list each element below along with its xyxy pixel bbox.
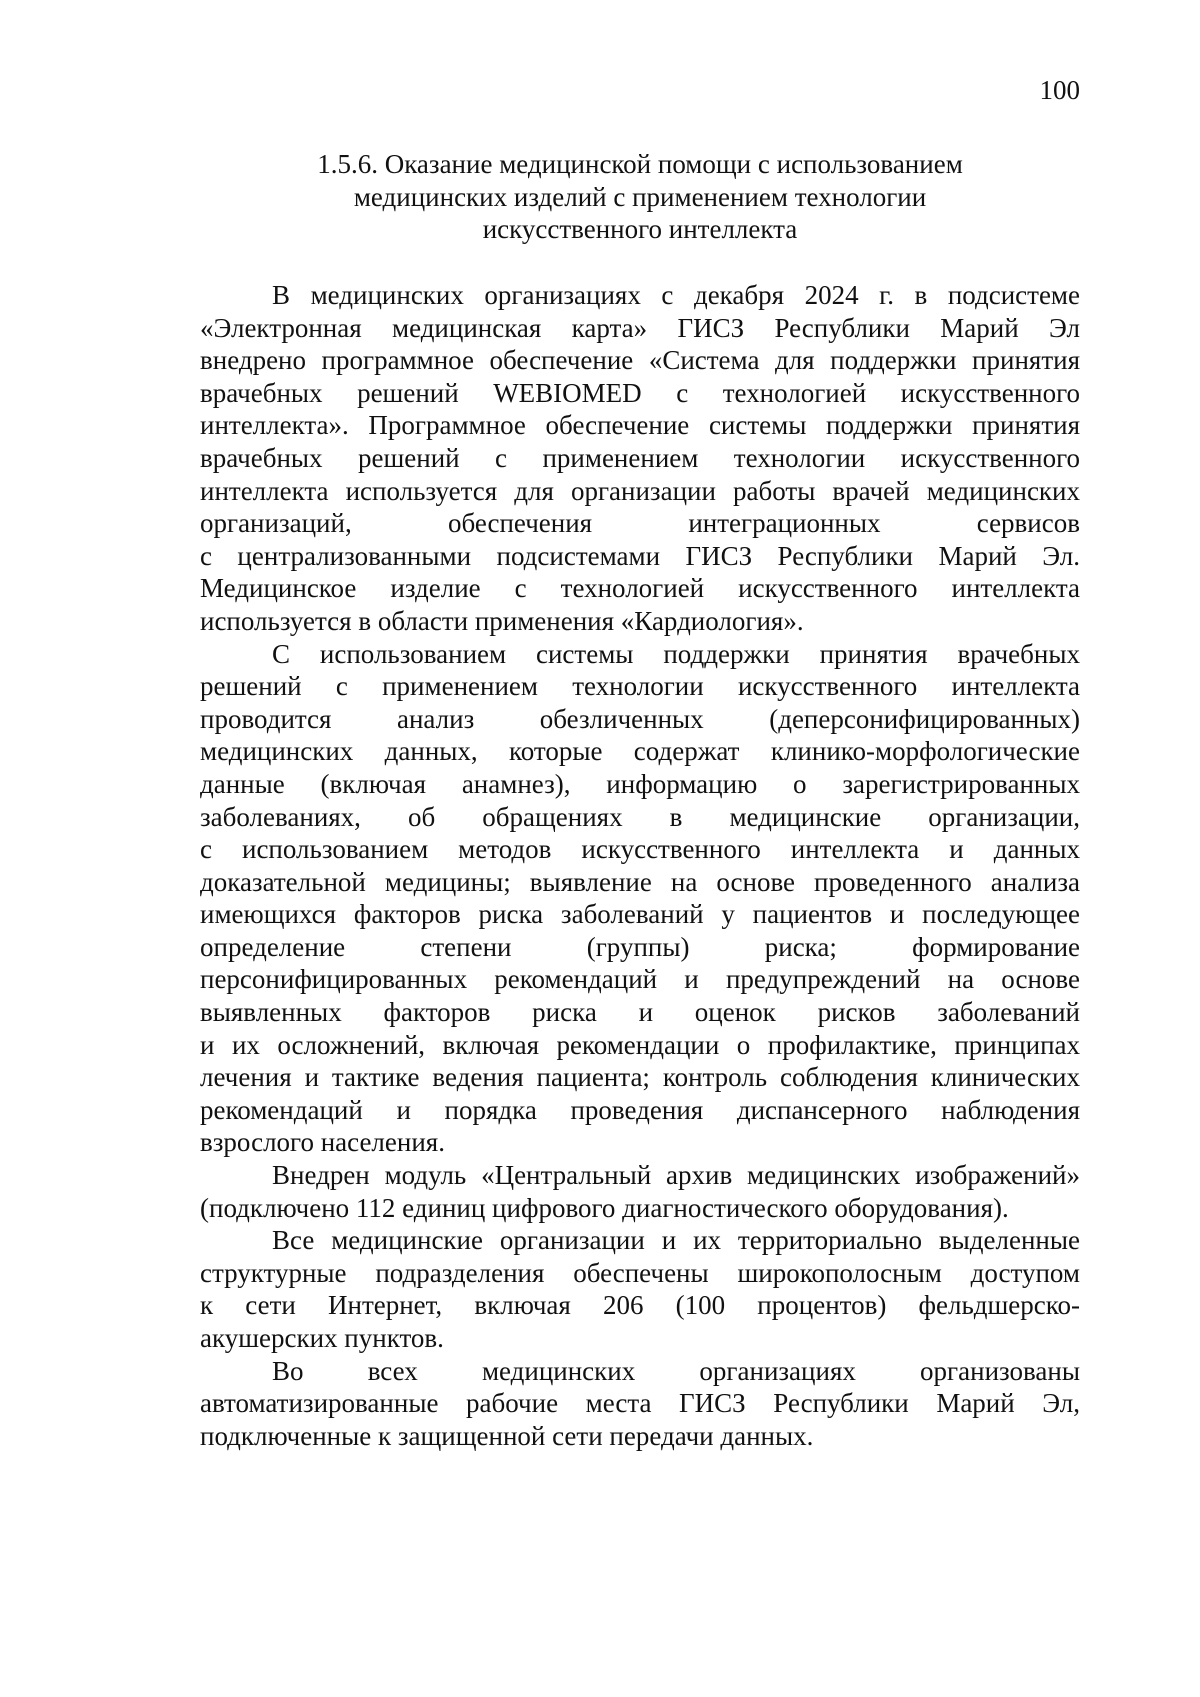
text-line: к сети Интернет, включая 206 (100 процентов) фельдшерско- [200, 1290, 1080, 1321]
text-line: Медицинское изделие с технологией искусственного интеллекта [200, 573, 1080, 604]
page-number: 100 [1039, 75, 1080, 105]
text-line: (подключено 112 единиц цифрового диагностического оборудования). [200, 1192, 1009, 1223]
text-line: имеющихся факторов риска заболеваний у пациентов и последующее [200, 899, 1080, 930]
text-line: Во всех медицинских организациях организованы [272, 1355, 1080, 1386]
text-line: автоматизированные рабочие места ГИСЗ Республики Марий Эл, [200, 1388, 1080, 1419]
text-line: и их осложнений, включая рекомендации о профилактике, принципах [200, 1029, 1080, 1060]
section-heading [200, 148, 1080, 246]
text-line: рекомендаций и порядка проведения диспансерного наблюдения [200, 1094, 1080, 1125]
text-line: Внедрен модуль «Центральный архив медицинских изображений» [272, 1160, 1080, 1191]
heading-line: медицинских изделий с применением технологии [353, 181, 927, 212]
text-line: структурные подразделения обеспечены широкополосным доступом [200, 1257, 1080, 1288]
text-line: интеллекта». Программное обеспечение системы поддержки принятия [200, 410, 1080, 441]
text-line: заболеваниях, об обращениях в медицинские организации, [200, 801, 1080, 832]
text-line: решений с применением технологии искусственного интеллекта [200, 671, 1080, 702]
text-line: врачебных решений с применением технологии искусственного [200, 442, 1080, 473]
paragraph-internet-access [200, 1224, 1080, 1354]
heading-line: искусственного интеллекта [482, 214, 798, 244]
text-line: С использованием системы поддержки принятия врачебных [272, 638, 1080, 669]
text-line: данные (включая анамнез), информацию о зарегистрированных [200, 768, 1080, 799]
text-line: доказательной медицины; выявление на основе проведенного анализа [200, 866, 1080, 897]
text-line: подключенные к защищенной сети передачи данных. [200, 1420, 814, 1451]
text-line: лечения и тактике ведения пациента; контроль соблюдения клинических [200, 1062, 1080, 1093]
section-body [200, 279, 1080, 1452]
text-line: «Электронная медицинская карта» ГИСЗ Республики Марий Эл [200, 312, 1080, 343]
text-line: медицинских данных, которые содержат клинико-морфологические [200, 736, 1080, 767]
text-line: Все медицинские организации и их территориально выделенные [272, 1225, 1080, 1256]
heading-line: 1.5.6. Оказание медицинской помощи с использованием [317, 149, 963, 179]
text-line: В медицинских организациях с декабря 2024 г. в подсистеме [272, 280, 1080, 310]
text-line: организаций, обеспечения интеграционных сервисов [200, 508, 1080, 539]
text-line: интеллекта используется для организации работы врачей медицинских [200, 475, 1080, 506]
text-line: врачебных решений WEBIOMED с технологией искусственного [200, 377, 1080, 408]
paragraph-image-archive [200, 1159, 1080, 1224]
text-line: выявленных факторов риска и оценок рисков заболеваний [200, 997, 1080, 1028]
text-line: используется в области применения «Кардиология». [200, 605, 804, 636]
text-line: персонифицированных рекомендаций и предупреждений на основе [200, 964, 1080, 995]
paragraph-webiomed [200, 279, 1080, 638]
paragraph-workstations [200, 1355, 1080, 1453]
paragraph-ai-analysis [200, 638, 1080, 1160]
text-line: внедрено программное обеспечение «Система для поддержки принятия [200, 345, 1080, 376]
text-line: взрослого населения. [200, 1127, 445, 1158]
text-line: с централизованными подсистемами ГИСЗ Республики Марий Эл. [200, 540, 1080, 571]
text-line: определение степени (группы) риска; формирование [200, 931, 1080, 962]
text-line: проводится анализ обезличенных (деперсонифицированных) [200, 703, 1080, 734]
text-line: с использованием методов искусственного интеллекта и данных [200, 834, 1080, 865]
text-line: акушерских пунктов. [200, 1323, 444, 1353]
